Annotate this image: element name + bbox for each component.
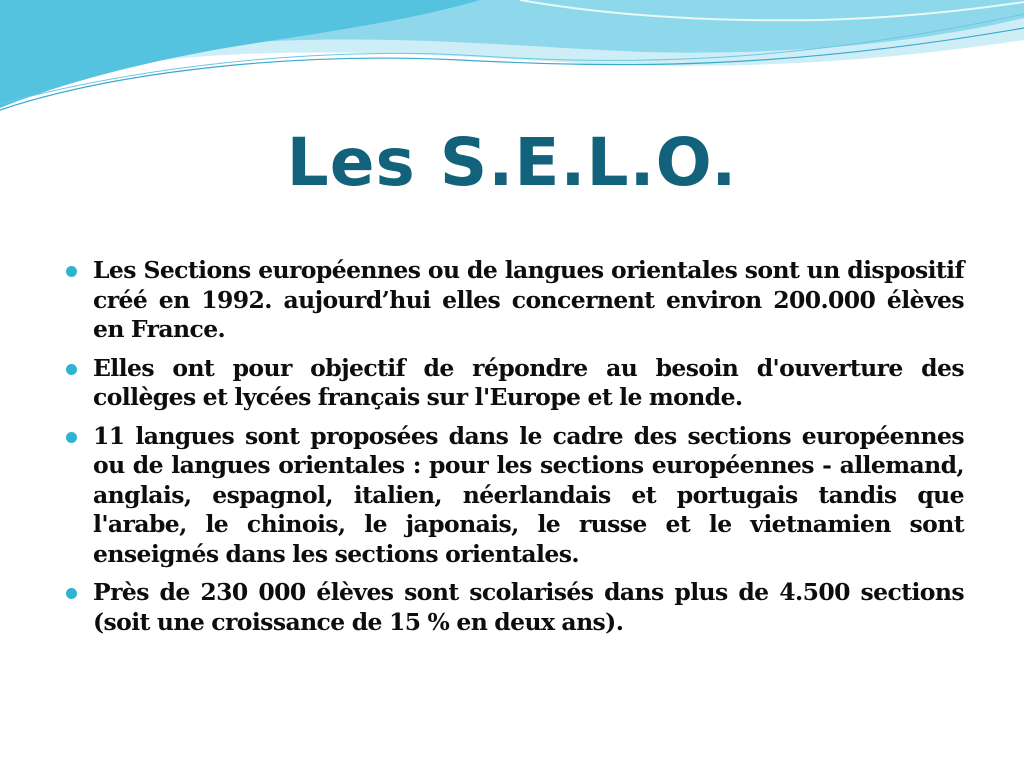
bullet-text: Les Sections européennes ou de langues orientales sont un dispositif créé en 1992. aujourd’hui elles concernent environ 200.000 élèves en France. [93,256,964,343]
list-item [62,422,964,570]
bullet-list [62,256,964,646]
bullet-text: Près de 230 000 élèves sont scolarisés dans plus de 4.500 sections (soit une croissance de 15 % en deux ans). [93,578,964,636]
list-item [62,578,964,637]
bullet-icon [66,266,77,277]
list-item [62,256,964,345]
slide-title: Les S.E.L.O. [286,124,738,201]
bullet-text: 11 langues sont proposées dans le cadre des sections européennes ou de langues orientales : pour les sections européennes - allemand, anglais, espagnol, italien, néerlandais et portugais tandis que l'arabe, le chinois, le japonais, le russe et le vietnamien sont enseignés dans les sections orientales. [93,421,964,568]
bullet-icon [66,432,77,443]
bullet-icon [66,588,77,599]
bullet-icon [66,364,77,375]
list-item [62,354,964,413]
bullet-text: Elles ont pour objectif de répondre au besoin d'ouverture des collèges et lycées français sur l'Europe et le monde. [93,353,964,411]
wave-decoration [0,0,1024,130]
